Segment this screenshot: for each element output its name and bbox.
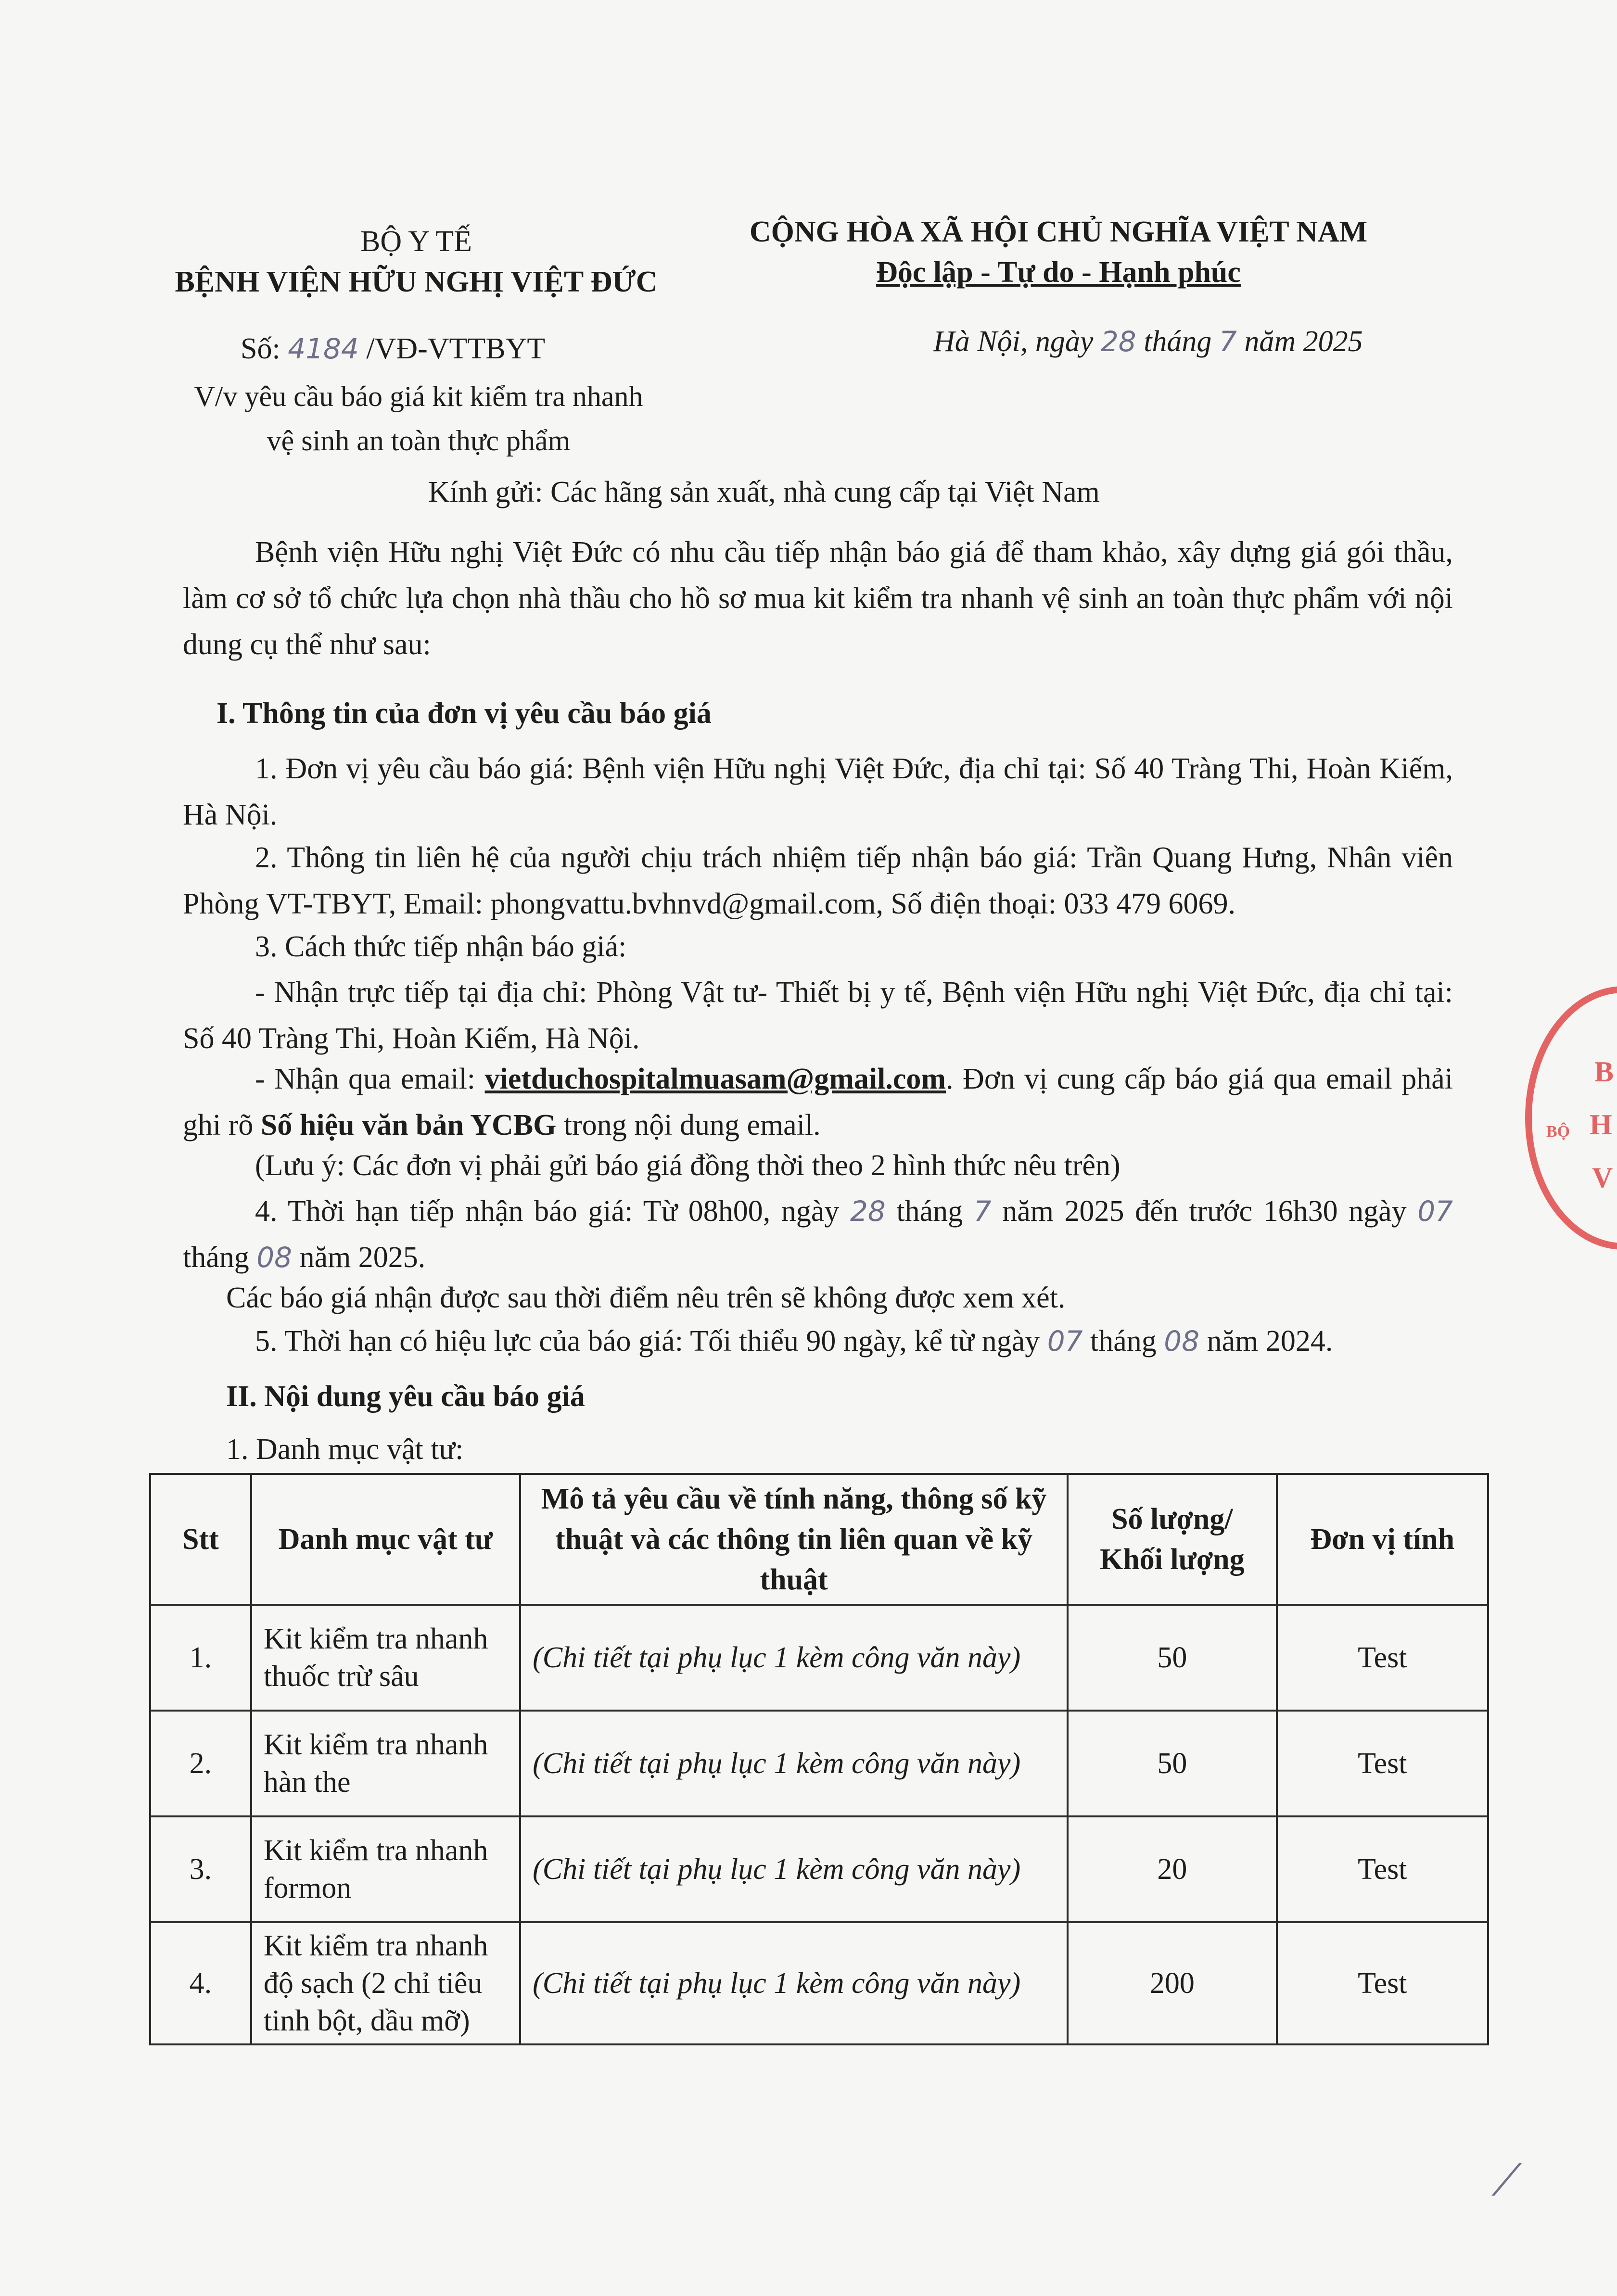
deadline-start-day: 28 [850,1195,886,1228]
note: (Lưu ý: Các đơn vị phải gửi báo giá đồng thời theo 2 hình thức nêu trên) [255,1149,1120,1182]
row-description: (Chi tiết tại phụ lục 1 kèm công văn này) [520,1816,1068,1922]
row-unit: Test [1277,1922,1488,2044]
section-1-item-4 [183,1188,1453,1281]
hospital-name: BỆNH VIỆN HỮU NGHỊ VIỆT ĐỨC [175,266,658,298]
row-unit: Test [1277,1605,1488,1711]
stamp-letter: V [1592,1162,1613,1193]
deadline-start-month: 7 [973,1195,992,1228]
date-month-label: tháng [1144,325,1212,358]
table-row [150,1922,1488,2044]
section-2-sub: 1. Danh mục vật tư: [226,1433,464,1466]
email-label: - Nhận qua email: [255,1063,476,1095]
header-unit: Đơn vị tính [1277,1474,1488,1605]
row-description: (Chi tiết tại phụ lục 1 kèm công văn này) [520,1922,1068,2044]
issuer-block [144,221,688,302]
table-row [150,1711,1488,1816]
so-label: Số: [241,332,280,365]
supplies-table [149,1473,1489,2045]
email-instruction-end: trong nội dung email. [563,1109,821,1142]
row-quantity: 20 [1068,1816,1277,1922]
validity-day: 07 [1047,1325,1083,1357]
document-number [241,332,545,366]
row-quantity: 50 [1068,1711,1277,1816]
section-1-title: I. Thông tin của đơn vị yêu cầu báo giá [216,697,712,730]
subject-line-2: vệ sinh an toàn thực phẩm [267,425,571,457]
validity-year: năm 2024. [1207,1325,1333,1357]
subject-block [159,374,678,463]
header-description: Mô tả yêu cầu về tính năng, thông số kỹ thuật và các thông tin liên quan về kỹ thuật [520,1474,1068,1605]
row-description: (Chi tiết tại phụ lục 1 kèm công văn này) [520,1605,1068,1711]
date-place: Hà Nội, ngày [933,325,1094,358]
row-stt: 3. [150,1816,251,1922]
subject-line-1: V/v yêu cầu báo giá kit kiểm tra nhanh [194,381,643,412]
salutation: Kính gửi: Các hãng sản xuất, nhà cung cấp tại Việt Nam [428,476,1100,508]
section-1-item-3a: - Nhận trực tiếp tại địa chỉ: Phòng Vật tư- Thiết bị y tế, Bệnh viện Hữu nghị Việt Đức, địa chỉ tại: Số 40 Tràng Thi, Hoàn Kiếm, Hà Nội. [183,976,1453,1055]
stamp-letter: H [1590,1109,1612,1141]
deadline-year: năm 2025. [299,1241,426,1274]
section-1-item-1: 1. Đơn vị yêu cầu báo giá: Bệnh viện Hữu nghị Việt Đức, địa chỉ tại: Số 40 Tràng Thi, Hoàn Kiếm, Hà Nội. [183,752,1453,831]
header-stt: Stt [150,1474,251,1605]
deadline-mid: năm 2025 đến trước 16h30 ngày [1002,1195,1407,1228]
stamp-letter: BỘ [1546,1123,1570,1141]
deadline-note: Các báo giá nhận được sau thời điểm nêu trên sẽ không được xem xét. [226,1281,1066,1314]
red-seal-stamp [1525,986,1617,1250]
section-1-item-3: 3. Cách thức tiếp nhận báo giá: [255,930,627,963]
table-row [150,1816,1488,1922]
row-quantity: 200 [1068,1922,1277,2044]
row-stt: 2. [150,1711,251,1816]
ministry-name: BỘ Y TẾ [360,225,472,258]
deadline-month-label-2: tháng [183,1241,249,1274]
section-1-item-2: 2. Thông tin liên hệ của người chịu trách nhiệm tiếp nhận báo giá: Trần Quang Hưng, Nhân viên Phòng VT-TBYT, Email: phongvattu.bvhnvd@gmail.com, Số điện thoại: 033 479 6069. [183,841,1453,920]
section-1-item-3b [183,1056,1453,1148]
row-item: Kit kiểm tra nhanh thuốc trừ sâu [251,1605,520,1711]
date-year: năm 2025 [1244,325,1363,358]
procurement-email[interactable]: vietduchospitalmuasam@gmail.com [484,1063,946,1095]
validity-text: 5. Thời hạn có hiệu lực của báo giá: Tối thiểu 90 ngày, kể từ ngày [255,1325,1040,1357]
stamp-letter: B [1594,1056,1614,1088]
deadline-text: 4. Thời hạn tiếp nhận báo giá: Từ 08h00, ngày [255,1195,840,1228]
motto: Độc lập - Tự do - Hạnh phúc [876,256,1241,289]
deadline-end-day: 07 [1417,1195,1453,1228]
issue-date [933,325,1363,359]
row-stt: 4. [150,1922,251,2044]
row-unit: Test [1277,1816,1488,1922]
deadline-month-label: tháng [896,1195,963,1228]
header-quantity: Số lượng/ Khối lượng [1068,1474,1277,1605]
row-stt: 1. [150,1605,251,1711]
row-description: (Chi tiết tại phụ lục 1 kèm công văn này) [520,1711,1068,1816]
row-item: Kit kiểm tra nhanh độ sạch (2 chỉ tiêu tinh bột, dầu mỡ) [251,1922,520,2044]
date-day: 28 [1100,325,1136,358]
country-name: CỘNG HÒA XÃ HỘI CHỦ NGHĨA VIỆT NAM [749,216,1368,248]
intro-paragraph: Bệnh viện Hữu nghị Việt Đức có nhu cầu tiếp nhận báo giá để tham khảo, xây dựng giá gói thầu, làm cơ sở tổ chức lựa chọn nhà thầu cho hồ sơ mua kit kiểm tra nhanh vệ sinh an toàn thực phẩm với nội dung cụ thể như sau: [183,536,1453,661]
row-item: Kit kiểm tra nhanh hàn the [251,1711,520,1816]
email-instruction: . Đơn vị cung cấp báo giá qua email phải ghi rõ [183,1063,1453,1142]
header-item: Danh mục vật tư [251,1474,520,1605]
handwritten-mark-icon: ⟋ [1491,2155,1522,2206]
handwritten-number: 4184 [288,332,359,365]
section-2-title: II. Nội dung yêu cầu báo giá [226,1380,585,1413]
row-unit: Test [1277,1711,1488,1816]
date-month: 7 [1219,325,1237,358]
table-row [150,1605,1488,1711]
number-suffix: /VĐ-VTTBYT [366,332,546,365]
row-quantity: 50 [1068,1605,1277,1711]
validity-month: 08 [1164,1325,1200,1357]
national-header [702,212,1414,292]
row-item: Kit kiểm tra nhanh formon [251,1816,520,1922]
ycbg-reference: Số hiệu văn bản YCBG [260,1109,557,1142]
table-header-row [150,1474,1488,1605]
deadline-end-month: 08 [256,1241,293,1274]
section-1-item-5 [183,1318,1453,1364]
validity-month-label: tháng [1090,1325,1157,1357]
